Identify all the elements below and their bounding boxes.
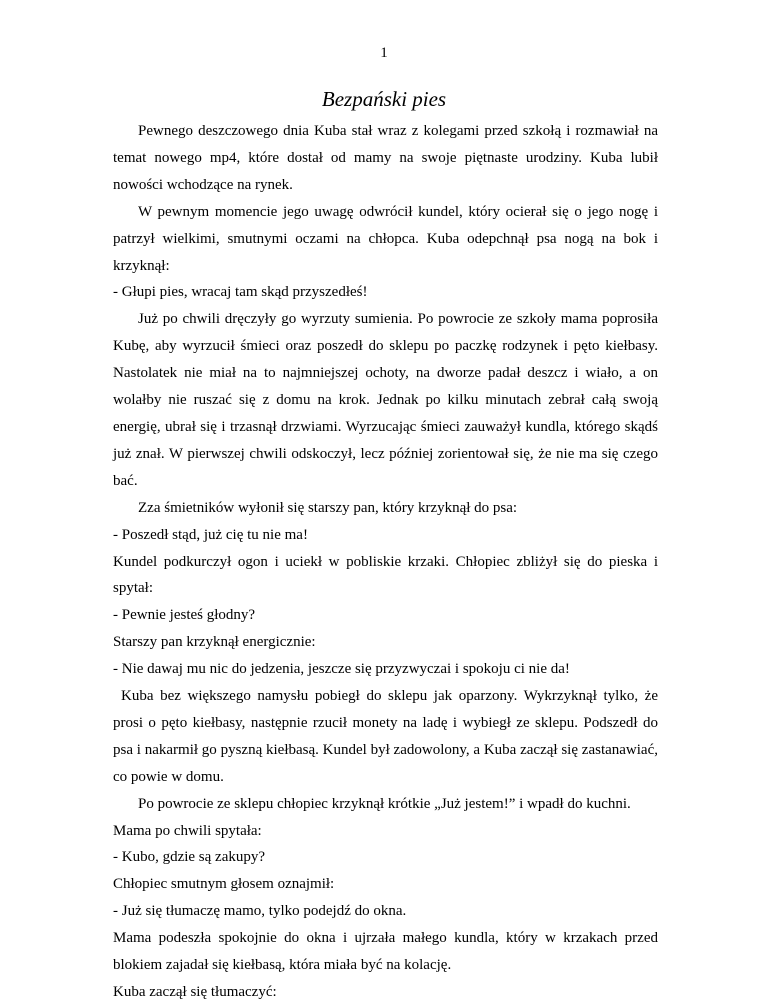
paragraph: Chłopiec smutnym głosem oznajmił:: [113, 876, 335, 893]
page-number: 1: [380, 45, 388, 61]
dialogue-line: - Już się tłumaczę mamo, tylko podejdź do okna.: [113, 903, 407, 920]
paragraph: Po powrocie ze sklepu chłopiec krzyknął krótkie „Już jestem!” i wpadł do kuchni.: [138, 795, 631, 812]
document-title: Bezpański pies: [321, 87, 447, 111]
paragraph: Już po chwili dręczyły go wyrzuty sumienia. Po powrocie ze szkoły mama poprosiła Kubę, aby wyrzucił śmieci oraz poszedł do sklepu po paczkę rodzynek i pęto kiełbasy. Nastolatek nie miał na to najmniejszej ochoty, na dworze padał deszcz i wiało, a on wolałby nie ruszać się z domu na krok. Jednak po kilku minutach zebrał całą swoją energię, ubrał się i trzasnął drzwiami. Wyrzucając śmieci zauważył kundla, którego skądś już znał. W pierwszej chwili odskoczył, lecz później zorientował się, że nie ma się czego bać.: [113, 311, 658, 489]
paragraph: Mama po chwili spytała:: [113, 822, 262, 839]
dialogue-line: - Głupi pies, wracaj tam skąd przyszedłeś!: [113, 284, 368, 301]
paragraph: Starszy pan krzyknął energicznie:: [113, 634, 316, 651]
paragraph: Kuba bez większego namysłu pobiegł do sklepu jak oparzony. Wykrzyknął tylko, że prosi o pęto kiełbasy, następnie rzucił monety na ladę i wybiegł ze sklepu. Podszedł do psa i nakarmił go pyszną kiełbasą. Kundel był zadowolony, a Kuba zaczął się zastanawiać, co powie w domu.: [113, 688, 658, 785]
dialogue-line: - Poszedł stąd, już cię tu nie ma!: [113, 526, 308, 543]
paragraph: Mama podeszła spokojnie do okna i ujrzała małego kundla, który w krzakach przed blokiem zajadał się kiełbasą, która miała być na kolację.: [113, 930, 658, 974]
dialogue-line: - Nie dawaj mu nic do jedzenia, jeszcze się przyzwyczai i spokoju ci nie da!: [113, 661, 570, 678]
paragraph: Zza śmietników wyłonił się starszy pan, który krzyknął do psa:: [138, 499, 518, 516]
dialogue-line: - Kubo, gdzie są zakupy?: [113, 849, 266, 866]
dialogue-line: - Pewnie jesteś głodny?: [113, 607, 256, 624]
paragraph: Pewnego deszczowego dnia Kuba stał wraz z kolegami przed szkołą i rozmawiał na temat nowego mp4, które dostał od mamy na swoje piętnaste urodziny. Kuba lubił nowości wchodzące na rynek.: [113, 123, 658, 193]
paragraph: W pewnym momencie jego uwagę odwrócił kundel, który ocierał się o jego nogę i patrzył wielkimi, smutnymi oczami na chłopca. Kuba odepchnął psa nogą na bok i krzyknął:: [113, 203, 658, 274]
document-body: [113, 118, 658, 1006]
paragraph: Kuba zaczął się tłumaczyć:: [113, 984, 277, 1000]
paragraph: Kundel podkurczył ogon i uciekł w pobliskie krzaki. Chłopiec zbliżył się do pieska i spytał:: [113, 553, 658, 597]
